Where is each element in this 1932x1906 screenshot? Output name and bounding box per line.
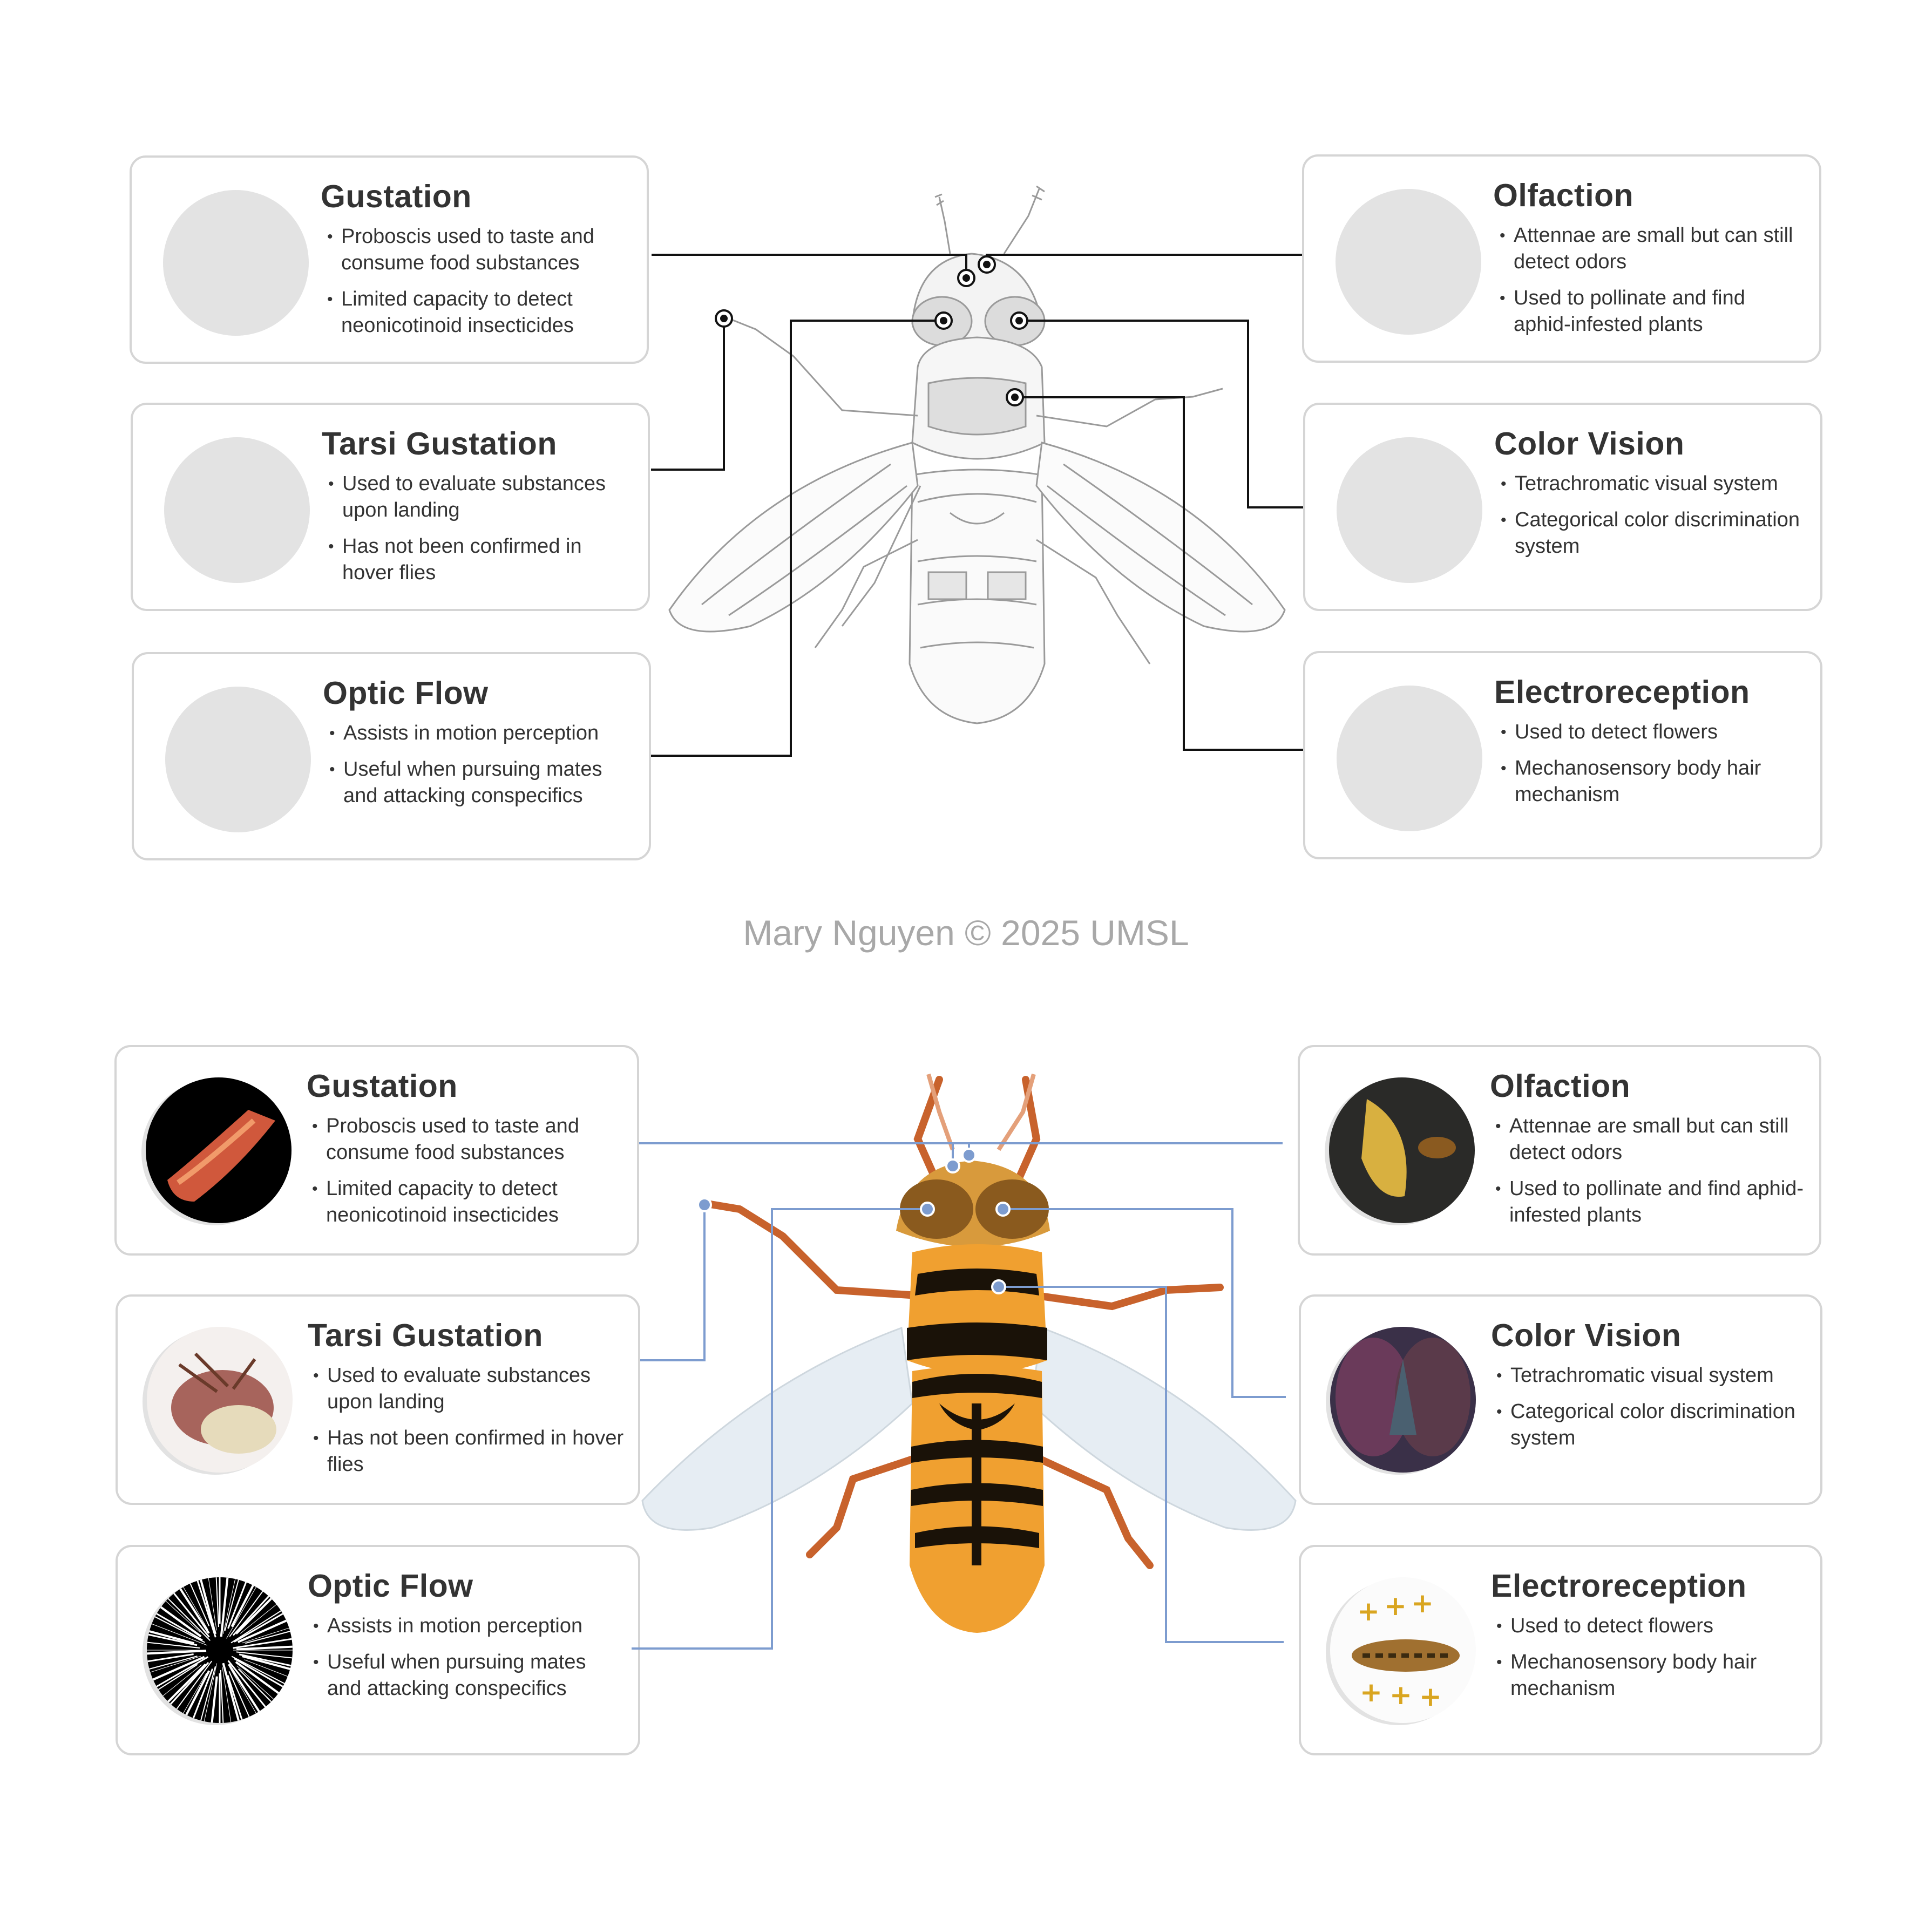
card-title: Optic Flow (308, 1568, 473, 1604)
color-fly-illustration (642, 1074, 1296, 1633)
card-bullet: • Limited capacity to detect neonicotinoid insecticides (312, 1176, 624, 1229)
card-bullet: • Used to detect flowers (1496, 1613, 1807, 1639)
color-leader-dots (698, 1149, 1009, 1293)
card-bullet: • Has not been confirmed in hover flies (328, 533, 635, 586)
svg-text:+: + (1419, 1681, 1442, 1712)
proboscis-photo (146, 1077, 292, 1223)
starburst-ray (200, 1577, 215, 1634)
card-title: Olfaction (1493, 178, 1634, 213)
card-title: Gustation (307, 1068, 458, 1104)
card-title: Electroreception (1491, 1568, 1747, 1604)
card-bullet: • Used to evaluate substances upon landing (328, 471, 635, 524)
starburst-ray (147, 1651, 206, 1653)
card-olfaction-color (1298, 1045, 1821, 1256)
card-title: Gustation (321, 179, 472, 214)
card-title: Optic Flow (323, 675, 489, 711)
sketch-fly-illustration (669, 186, 1285, 723)
card-bullet: • Useful when pursuing mates and attacking conspecifics (329, 756, 636, 809)
card-title: Color Vision (1491, 1318, 1682, 1353)
card-optic-flow-color (116, 1545, 640, 1755)
hoverfly-charge-photo (1330, 1577, 1476, 1723)
antenna-photo (1329, 1077, 1475, 1223)
card-bullet: • Used to evaluate substances upon landing (313, 1362, 625, 1415)
card-title: Electroreception (1494, 674, 1750, 710)
card-bullet: • Useful when pursuing mates and attacking conspecifics (313, 1649, 625, 1702)
svg-text:+: + (1360, 1677, 1382, 1708)
card-bullet: • Proboscis used to taste and consume food substances (312, 1113, 624, 1166)
sketch-fly-diagram (0, 0, 1932, 891)
card-electroreception-color (1299, 1545, 1822, 1755)
card-bullet: • Categorical color discrimination system (1496, 1399, 1807, 1451)
card-title: Color Vision (1494, 426, 1685, 462)
card-tarsi-gustation-color (116, 1294, 640, 1505)
card-bullet: • Tetrachromatic visual system (1496, 1362, 1807, 1389)
card-title: Tarsi Gustation (322, 426, 557, 462)
card-bullet: • Attennae are small but can still detect odors (1495, 1113, 1806, 1166)
card-color-vision-color (1299, 1294, 1822, 1505)
color-leader-lines (632, 1143, 1286, 1649)
card-title: Olfaction (1490, 1068, 1631, 1104)
card-bullet: • Tetrachromatic visual system (1501, 471, 1807, 497)
starburst-ray (216, 1577, 219, 1627)
card-bullet: • Proboscis used to taste and consume food substances (327, 223, 634, 276)
svg-text:+: + (1411, 1588, 1434, 1619)
card-bullet: • Used to pollinate and find aphid-infested plants (1495, 1176, 1806, 1229)
card-bullet: • Used to pollinate and find aphid-infested plants (1500, 285, 1806, 338)
tarsi-photo (147, 1327, 293, 1473)
svg-text:+: + (1389, 1679, 1412, 1711)
svg-text:+: + (1384, 1590, 1407, 1622)
starburst-ray (147, 1631, 194, 1644)
card-bullet: • Limited capacity to detect neonicotinoid insecticides (327, 286, 634, 339)
card-bullet: • Attennae are small but can still detect odors (1500, 222, 1806, 275)
card-bullet: • Assists in motion perception (313, 1613, 625, 1639)
card-bullet: • Has not been confirmed in hover flies (313, 1425, 625, 1478)
starburst-ray (221, 1670, 223, 1723)
card-bullet: • Assists in motion perception (329, 720, 636, 747)
card-bullet: • Categorical color discrimination system (1501, 507, 1807, 560)
starburst-ray (245, 1631, 293, 1644)
svg-text:+: + (1357, 1596, 1380, 1627)
optic-flow-starburst (147, 1577, 293, 1723)
compound-eye-photo (1330, 1327, 1476, 1473)
card-bullet: • Used to detect flowers (1501, 719, 1807, 745)
card-bullet: • Mechanosensory body hair mechanism (1501, 755, 1807, 808)
card-gustation-color (114, 1045, 639, 1256)
card-bullet: • Mechanosensory body hair mechanism (1496, 1649, 1807, 1702)
card-title: Tarsi Gustation (308, 1318, 543, 1353)
credit-line: Mary Nguyen © 2025 UMSL (743, 913, 1189, 953)
